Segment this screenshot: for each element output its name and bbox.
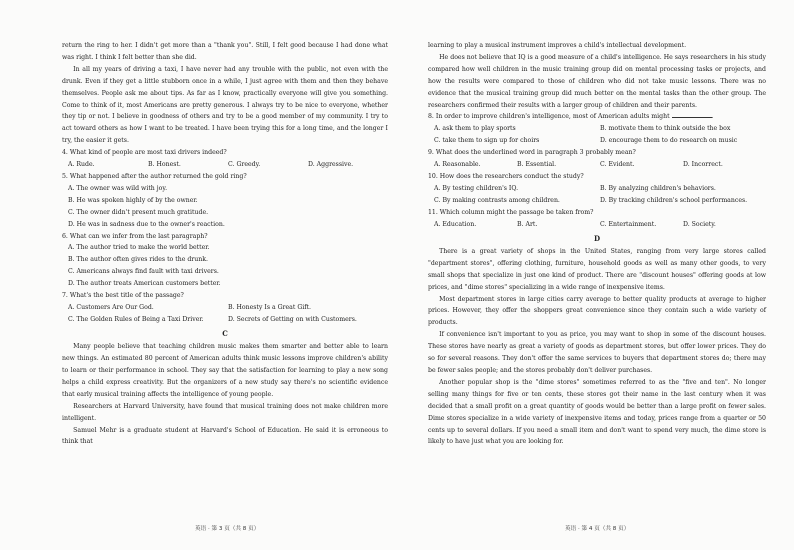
section-heading-d: D (593, 233, 601, 243)
question-stem: 6. What can we infer from the last paragraph? (62, 232, 208, 240)
question-stem: 4. What kind of people are most taxi drivers indeed? (62, 149, 227, 157)
section-heading-c: C (222, 328, 228, 338)
passage-b-ending: return the ring to her. I didn't get more than a "thank you". Still, I felt good because I had done what was right. I think I felt better than she did. (62, 42, 388, 61)
question-options (428, 159, 766, 171)
right-page (428, 40, 766, 448)
question-stem: 9. What does the underlined word in paragraph 3 probably mean? (428, 149, 636, 157)
question-stem: 7. What's the best title of the passage? (62, 292, 184, 300)
option-a: A. The author tried to make the world better. (68, 244, 210, 252)
question-options (62, 302, 388, 326)
option-a: A. The owner was wild with joy. (68, 184, 168, 192)
question-stem (428, 111, 766, 123)
question-stem: 11. Which column might the passage be taken from? (428, 208, 594, 216)
option-d: D. By tracking children's school performances. (600, 196, 748, 204)
option-b: B. By analyzing children's behaviors. (600, 184, 716, 192)
question-7 (62, 290, 388, 326)
page-footer-right: 英语 · 第 4 页（共 8 页） (565, 526, 630, 532)
question-11 (428, 207, 766, 231)
question-stem-end: . (711, 113, 714, 121)
option-d: D. encourage them to do research on music (600, 137, 738, 145)
option-c: C. The Golden Rules of Being a Taxi Driver. (68, 315, 204, 323)
passage-d-paragraph-1: There is a great variety of shops in the United States, ranging from very large stores called "department stores", offering clothing, furniture, household goods as well as many other goods, to very small shops that specialize in just one kind of product. There are "discount houses" offering goods at low prices, and "dime stores" specializing in a wide range of inexpensive items. (428, 247, 766, 291)
left-page (62, 40, 388, 448)
option-a: A. ask them to play sports (434, 125, 516, 133)
question-options (428, 123, 766, 147)
passage-c-continued: learning to play a musical instrument improves a child's intellectual development. (428, 42, 687, 49)
passage-c-paragraph-1: Many people believe that teaching children music makes them smarter and better able to learn new things. An estimated 80 percent of American adults think music lessons improve children's ability to learn or their performance in school. They say that the satisfaction for learning to play a new song helps a child express creativity. But the organizers of a new study say there's no scientific evidence that early musical training affects the intelligence of young people. (62, 343, 388, 398)
passage-d-paragraph-2: Most department stores in large cities carry average to better quality products at average to higher prices. However, they offer the shoppers great convenience since they contain such a wide variety of products. (428, 295, 766, 327)
passage-c-paragraph-3: Samuel Mehr is a graduate student at Harvard's School of Education. He said it is erroneous to think that (62, 426, 388, 446)
question-stem-text: 8. In order to improve children's intelligence, most of American adults might (428, 113, 670, 121)
option-a: A. Customers Are Our God. (68, 303, 154, 311)
passage-d-paragraph-4: Another popular shop is the "dime stores" sometimes referred to as the "five and ten". No longer selling many things for five or ten cents, these stores got their name in the last century when it was decided that a small profit on a great quantity of goods would be better than a large profit on fewer sales. Dime stores specialize in a wide variety of inexpensive items and today, prices range from a quarter or 50 cents up to several dollars. If you need a small item and don't want to spend very much, the dime store is likely to have just what you are looking for. (428, 378, 766, 446)
question-8 (428, 111, 766, 147)
page-footer-left: 英语 · 第 3 页（共 8 页） (195, 526, 260, 532)
option-c: C. Greedy. (228, 161, 261, 169)
option-b: B. Essential. (517, 161, 557, 169)
option-c: C. Entertainment. (600, 220, 657, 228)
question-10 (428, 171, 766, 207)
option-d: D. Society. (683, 220, 716, 228)
answer-blank (672, 112, 714, 121)
question-4 (62, 147, 388, 171)
question-6 (62, 231, 388, 291)
option-a: A. Education. (434, 220, 477, 228)
option-d: D. The author treats American customers better. (68, 280, 221, 288)
option-b: B. He was spoken highly of by the owner. (68, 196, 198, 204)
question-options (428, 183, 766, 207)
question-stem: 5. What happened after the author returned the gold ring? (62, 172, 247, 180)
passage-d-paragraph-3: If convenience isn't important to you as price, you may want to shop in some of the discount houses. These stores have nearly as great a variety of goods as department stores, but offer lower prices. They do so for several reasons. They don't offer the same services to buyers that department stores do; there may be fewer sales people; and the stores probably don't deliver purchases. (428, 331, 766, 374)
option-c: C. Americans always find fault with taxi drivers. (68, 268, 219, 276)
option-c: C. By making contrasts among children. (434, 196, 560, 204)
question-9 (428, 147, 766, 171)
option-b: B. motivate them to think outside the box (600, 125, 731, 133)
option-d: D. Aggressive. (308, 161, 354, 169)
option-b: B. The author often gives rides to the drunk. (68, 256, 208, 264)
option-c: C. The owner didn't present much gratitude. (68, 208, 209, 216)
question-stem: 10. How does the researchers conduct the study? (428, 172, 584, 180)
option-a: A. By testing children's IQ. (434, 184, 519, 192)
option-d: D. Incorrect. (683, 161, 723, 169)
option-a: A. Reasonable. (434, 161, 481, 169)
question-5 (62, 171, 388, 231)
question-options (428, 219, 766, 231)
option-a: A. Rude. (68, 161, 95, 169)
option-b: B. Honesty Is a Great Gift. (228, 303, 311, 311)
question-options (62, 159, 388, 171)
option-b: B. Art. (517, 220, 538, 228)
passage-c-paragraph-2: Researchers at Harvard University, have found that musical training does not make children more intelligent. (62, 402, 388, 422)
option-d: D. He was in sadness due to the owner's reaction. (68, 220, 225, 228)
option-b: B. Honest. (148, 161, 181, 169)
option-c: C. take them to sign up for choirs (434, 137, 540, 145)
passage-c-paragraph-4: He does not believe that IQ is a good measure of a child's intelligence. He says researchers in his study compared how well children in the music training group did on mental processing tasks or projects, and how the results were compared to those of children who did not take music lessons. There was no evidence that the musical training group did much better on the mental tasks than the other group. The researchers confirmed their results with a larger group of children and their parents. (428, 53, 766, 109)
option-c: C. Evident. (600, 161, 635, 169)
option-d: D. Secrets of Getting on with Customers. (228, 315, 357, 323)
passage-b-paragraph: In all my years of driving a taxi, I have never had any trouble with the public, not even with the drunk. Even if they get a little stubborn once in a while, I just agree with them and then they behave themselves. People ask me about tips. As far as I know, practically everyone will give you something. Come to think of it, most Americans are pretty generous. I always try to be nice to everyone, whether they tip or not. I believe in goodness of others and try to be a good member of my community. I try to act toward others as how I want to be treated. I have been trying this for a long time, and the longer I try, the easier it gets. (62, 65, 388, 145)
